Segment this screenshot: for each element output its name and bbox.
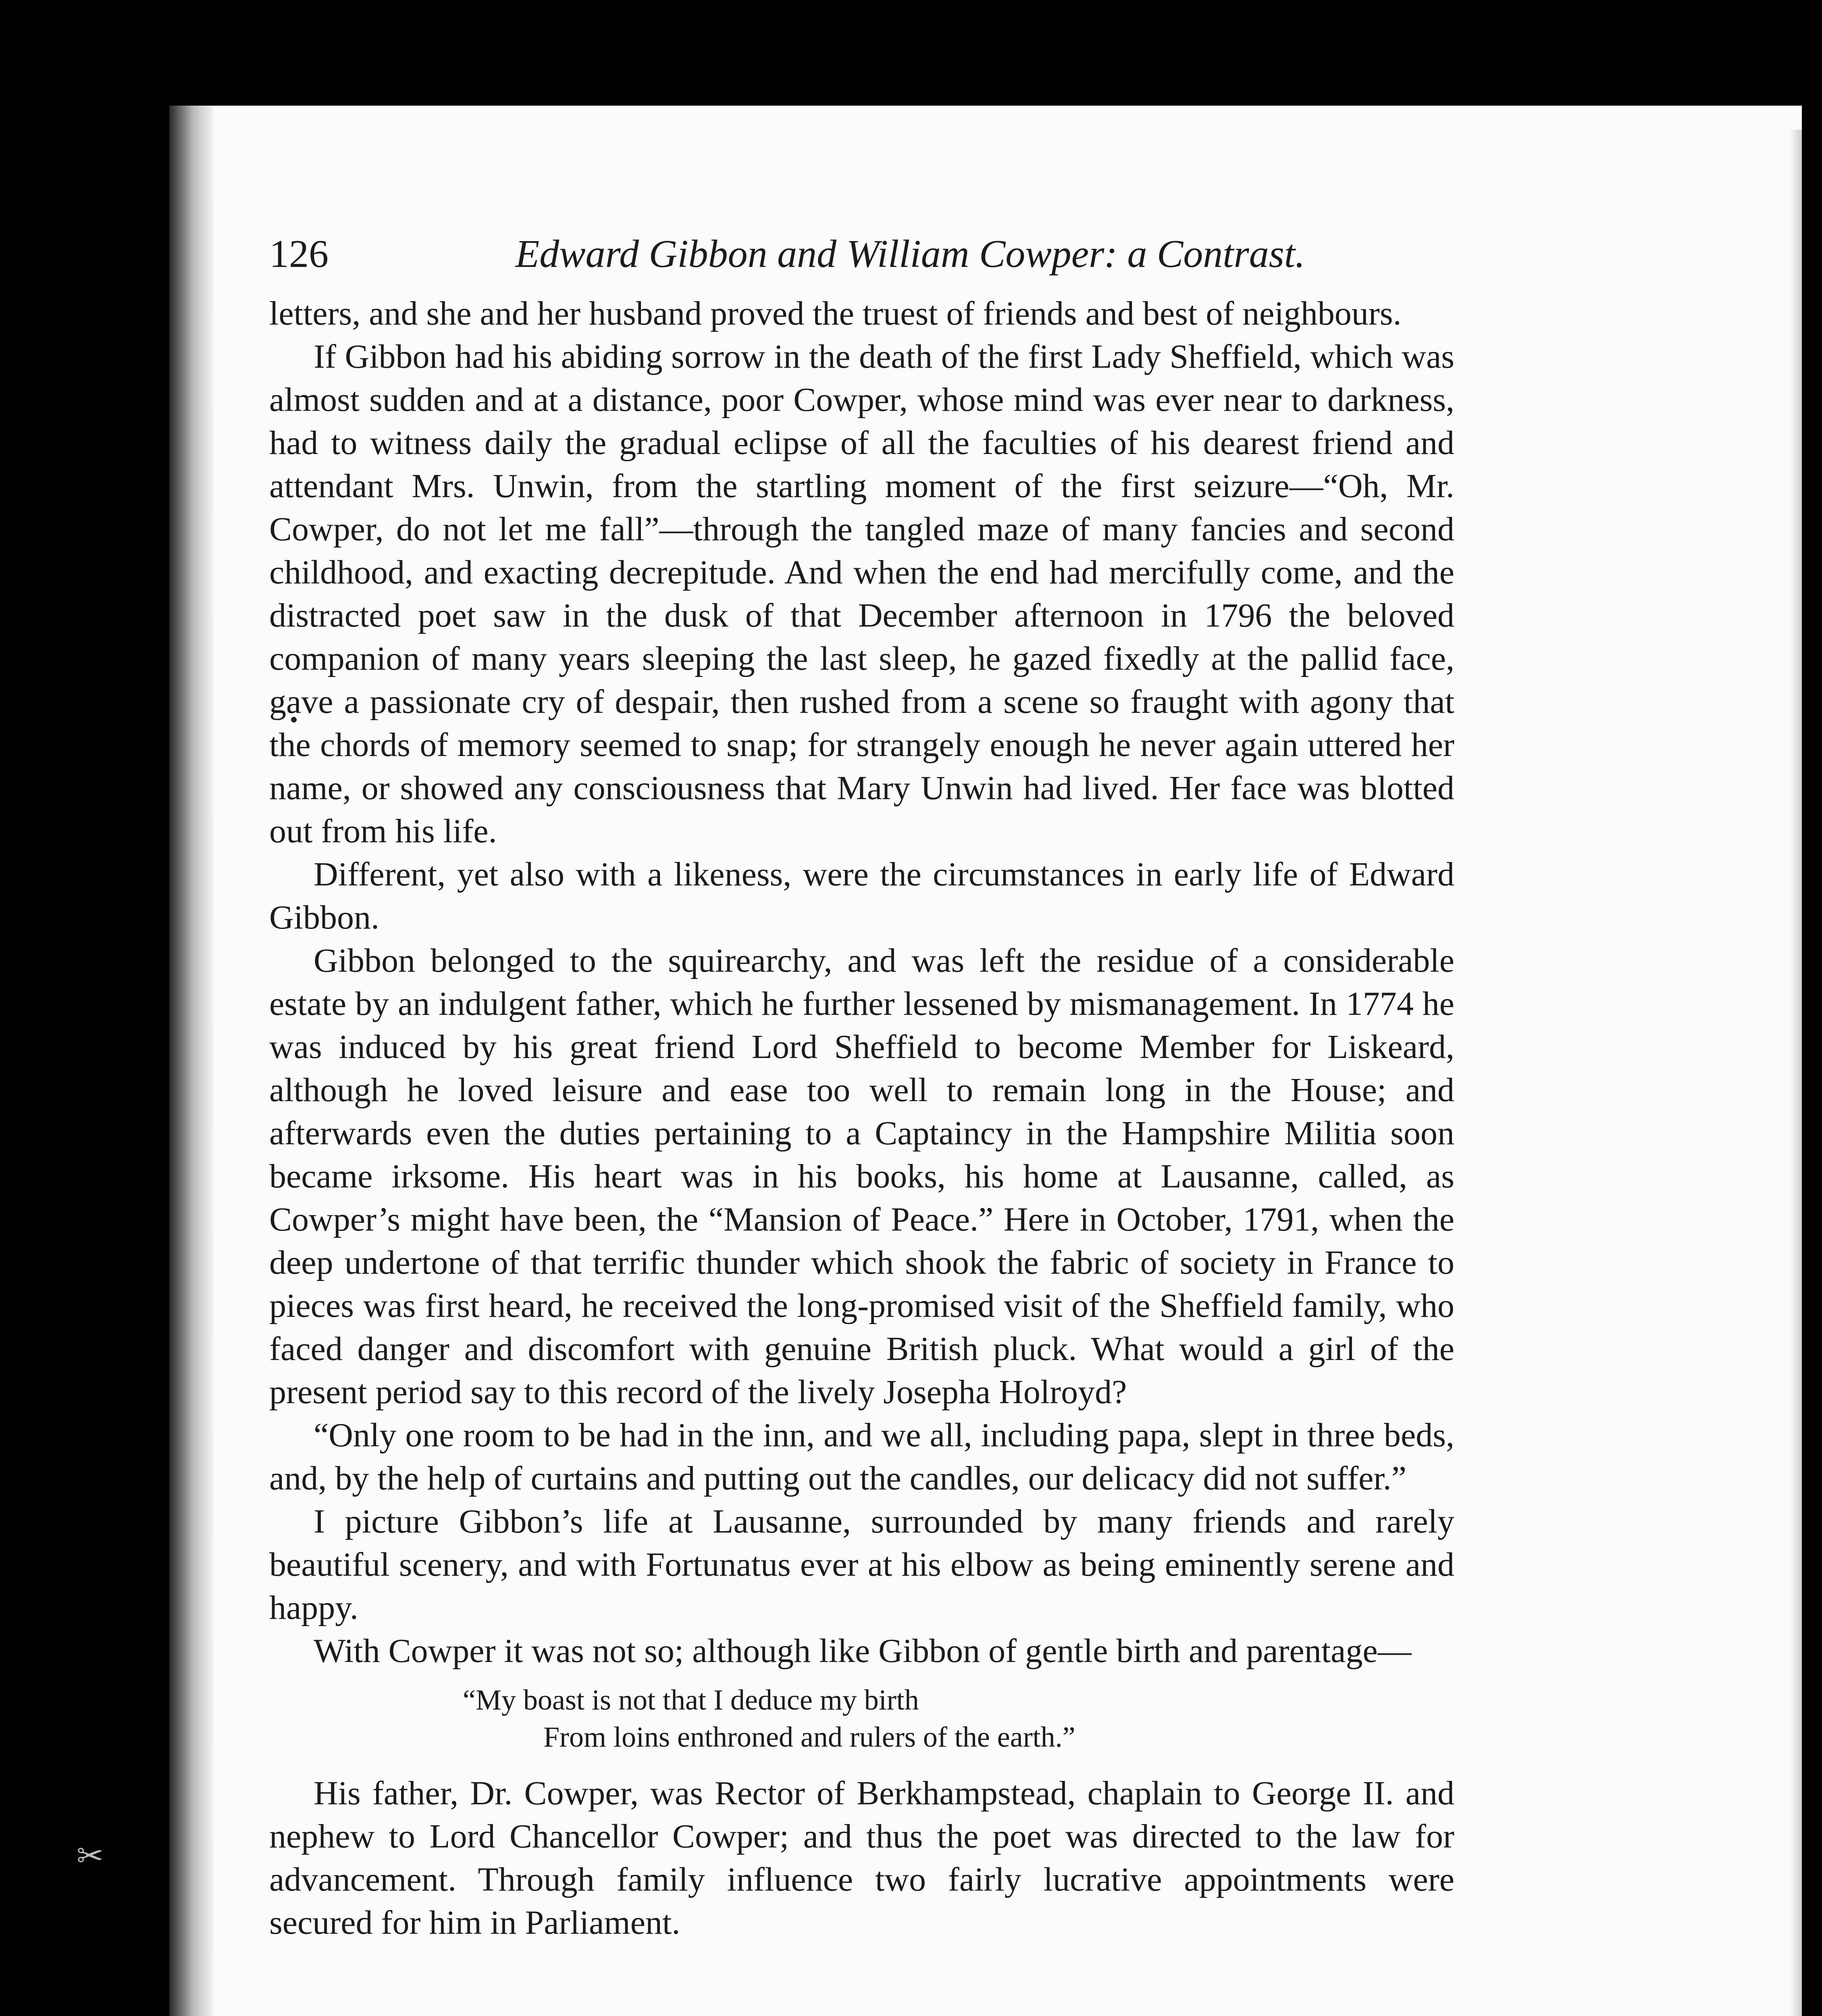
paragraph: Gibbon belonged to the squirearchy, and was left the residue of a considerable estate by an indulgent father, which he further lessened by mismanagement. In 1774 he was induced by his great friend Lord Sheffield to become Member for Liskeard, although he loved leisure and ease too well to remain long in the House; and afterwards even the duties pertaining to a Captaincy in the Hampshire Militia soon became irksome. His heart was in his books, his home at Lausanne, called, as Cowper’s might have been, the “Mansion of Peace.” Here in October, 1791, when the deep undertone of that terrific thunder which shook the fabric of society in France to pieces was first heard, he received the long-promised visit of the Sheffield family, who faced danger and discomfort with genuine British pluck. What would a girl of the present period say to this record of the lively Josepha Holroyd? [269, 942, 1454, 1411]
running-head [269, 226, 1454, 282]
page-edge [1790, 130, 1802, 2016]
paragraph: If Gibbon had his abiding sorrow in the death of the first Lady Sheffield, which was almost sudden and at a distance, poor Cowper, whose mind was ever near to darkness, had to witness daily the gradual eclipse of all the faculties of his dearest friend and attendant Mrs. Unwin, from the startling moment of the first seizure—“Oh, Mr. Cowper, do not let me fall”—through the tangled maze of many fancies and second childhood, and exacting decrepitude. And when the end had mercifully come, and the distracted poet saw in the dusk of that December afternoon in 1796 the beloved companion of many years sleeping the last sleep, he gazed fixedly at the pallid face, gave a passionate cry of despair, then rushed from a scene so fraught with agony that the chords of memory seemed to snap; for strangely enough he never again uttered her name, or showed any consciousness that Mary Unwin had lived. Her face was blotted out from his life. [269, 338, 1454, 850]
verse-line: From loins enthroned and rulers of the earth.” [543, 1721, 1075, 1753]
page-text [269, 226, 1454, 1944]
paragraph: His father, Dr. Cowper, was Rector of Berkhampstead, chaplain to George II. and nephew to Lord Chancellor Cowper; and thus the poet was directed to the law for advancement. Through family influence two fairly lucrative appointments were secured for him in Parliament. [269, 1774, 1454, 1941]
paragraph-quote: “Only one room to be had in the inn, and we all, including papa, slept in three beds, and, by the help of curtains and putting out the candles, our delicacy did not suffer.” [269, 1416, 1454, 1497]
paragraph: I picture Gibbon’s life at Lausanne, surrounded by many friends and rarely beautiful scenery, and with Fortunatus ever at his elbow as being eminently serene and happy. [269, 1503, 1454, 1627]
gutter-shadow [169, 106, 214, 2016]
paperclip-mark-icon: ✂ [77, 1837, 104, 1874]
paragraph: Different, yet also with a likeness, were the circumstances in early life of Edward Gibbon. [269, 856, 1454, 936]
paragraph: With Cowper it was not so; although like Gibbon of gentle birth and parentage— [314, 1632, 1412, 1670]
running-title: Edward Gibbon and William Cowper: a Contrast. [515, 232, 1305, 276]
paragraph: letters, and she and her husband proved the truest of friends and best of neighbours. [269, 295, 1402, 332]
verse-line: “My boast is not that I deduce my birth [463, 1684, 919, 1716]
verse-quote [463, 1681, 1454, 1756]
page-number: 126 [269, 232, 329, 276]
